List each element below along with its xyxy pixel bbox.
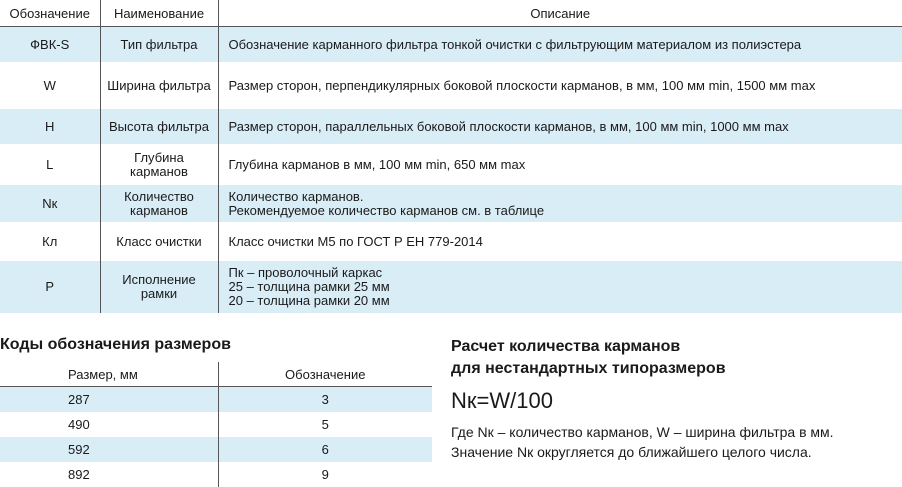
header-code: Обозначение — [0, 0, 100, 27]
size-designation-cell: 5 — [218, 412, 432, 437]
spec-description-line: Размер сторон, параллельных боковой плоскости карманов, в мм, 100 мм min, 1000 мм max — [229, 120, 897, 134]
spec-description-cell — [218, 109, 902, 145]
spec-description-line: Количество карманов. — [229, 190, 897, 204]
size-code-row — [0, 437, 432, 462]
header-name: Наименование — [100, 0, 218, 27]
size-code-row — [0, 462, 432, 487]
spec-name-cell: Исполнение рамки — [100, 261, 218, 313]
spec-name-cell: Тип фильтра — [100, 27, 218, 63]
spec-description-line: 25 – толщина рамки 25 мм — [229, 280, 897, 294]
spec-row — [0, 63, 902, 109]
calculation-title-line-1: Расчет количества карманов — [451, 336, 902, 358]
spec-description-line: 20 – толщина рамки 20 мм — [229, 294, 897, 308]
spec-row — [0, 223, 902, 261]
calculation-note-line-1: Где Nк – количество карманов, W – ширина фильтра в мм. — [451, 422, 902, 442]
spec-description-line: Размер сторон, перпендикулярных боковой плоскости карманов, в мм, 100 мм min, 1500 мм max — [229, 79, 897, 93]
calculation-note — [451, 422, 902, 462]
size-designation-cell: 3 — [218, 387, 432, 413]
size-codes-header-row — [0, 362, 432, 387]
size-designation-cell: 9 — [218, 462, 432, 487]
spec-code-cell: ФВК-S — [0, 27, 100, 63]
spec-name-cell: Высота фильтра — [100, 109, 218, 145]
spec-description-cell — [218, 223, 902, 261]
spec-description-cell — [218, 27, 902, 63]
spec-row — [0, 185, 902, 223]
spec-code-cell: L — [0, 145, 100, 185]
spec-description-line: Обозначение карманного фильтра тонкой очистки с фильтрующим материалом из полиэстера — [229, 38, 897, 52]
spec-row — [0, 27, 902, 63]
spec-description-line: Пк – проволочный каркас — [229, 266, 897, 280]
spec-code-cell: Nк — [0, 185, 100, 223]
spec-code-cell: H — [0, 109, 100, 145]
spec-row — [0, 145, 902, 185]
spec-description-line: Класс очистки М5 по ГОСТ Р ЕН 779-2014 — [229, 235, 897, 249]
header-designation: Обозначение — [218, 362, 432, 387]
size-codes-table — [0, 362, 432, 487]
size-designation-cell: 6 — [218, 437, 432, 462]
spec-table-body — [0, 27, 902, 313]
size-code-row — [0, 412, 432, 437]
spec-description-line: Глубина карманов в мм, 100 мм min, 650 мм max — [229, 158, 897, 172]
size-codes-title: Коды обозначения размеров — [0, 336, 231, 354]
spec-code-cell: Кл — [0, 223, 100, 261]
calculation-note-line-2: Значение Nк округляется до ближайшего целого числа. — [451, 442, 902, 462]
spec-name-cell: Глубина карманов — [100, 145, 218, 185]
size-value-cell: 287 — [0, 387, 218, 413]
spec-name-cell: Количество карманов — [100, 185, 218, 223]
size-value-cell: 490 — [0, 412, 218, 437]
pocket-formula: Nк=W/100 — [451, 386, 902, 416]
size-value-cell: 892 — [0, 462, 218, 487]
spec-description-cell — [218, 145, 902, 185]
spec-description-cell — [218, 185, 902, 223]
spec-row — [0, 261, 902, 313]
calculation-title — [451, 336, 902, 380]
spec-row — [0, 109, 902, 145]
spec-code-cell: Р — [0, 261, 100, 313]
spec-name-cell: Класс очистки — [100, 223, 218, 261]
size-value-cell: 592 — [0, 437, 218, 462]
spec-description-line: Рекомендуемое количество карманов см. в таблице — [229, 204, 897, 218]
calculation-section — [451, 336, 902, 462]
spec-code-cell: W — [0, 63, 100, 109]
spec-description-cell — [218, 63, 902, 109]
header-size: Размер, мм — [0, 362, 218, 387]
header-description: Описание — [218, 0, 902, 27]
spec-header-row — [0, 0, 902, 27]
spec-name-cell: Ширина фильтра — [100, 63, 218, 109]
size-codes-body — [0, 387, 432, 487]
size-code-row — [0, 387, 432, 413]
spec-description-cell — [218, 261, 902, 313]
calculation-title-line-2: для нестандартных типоразмеров — [451, 358, 902, 380]
